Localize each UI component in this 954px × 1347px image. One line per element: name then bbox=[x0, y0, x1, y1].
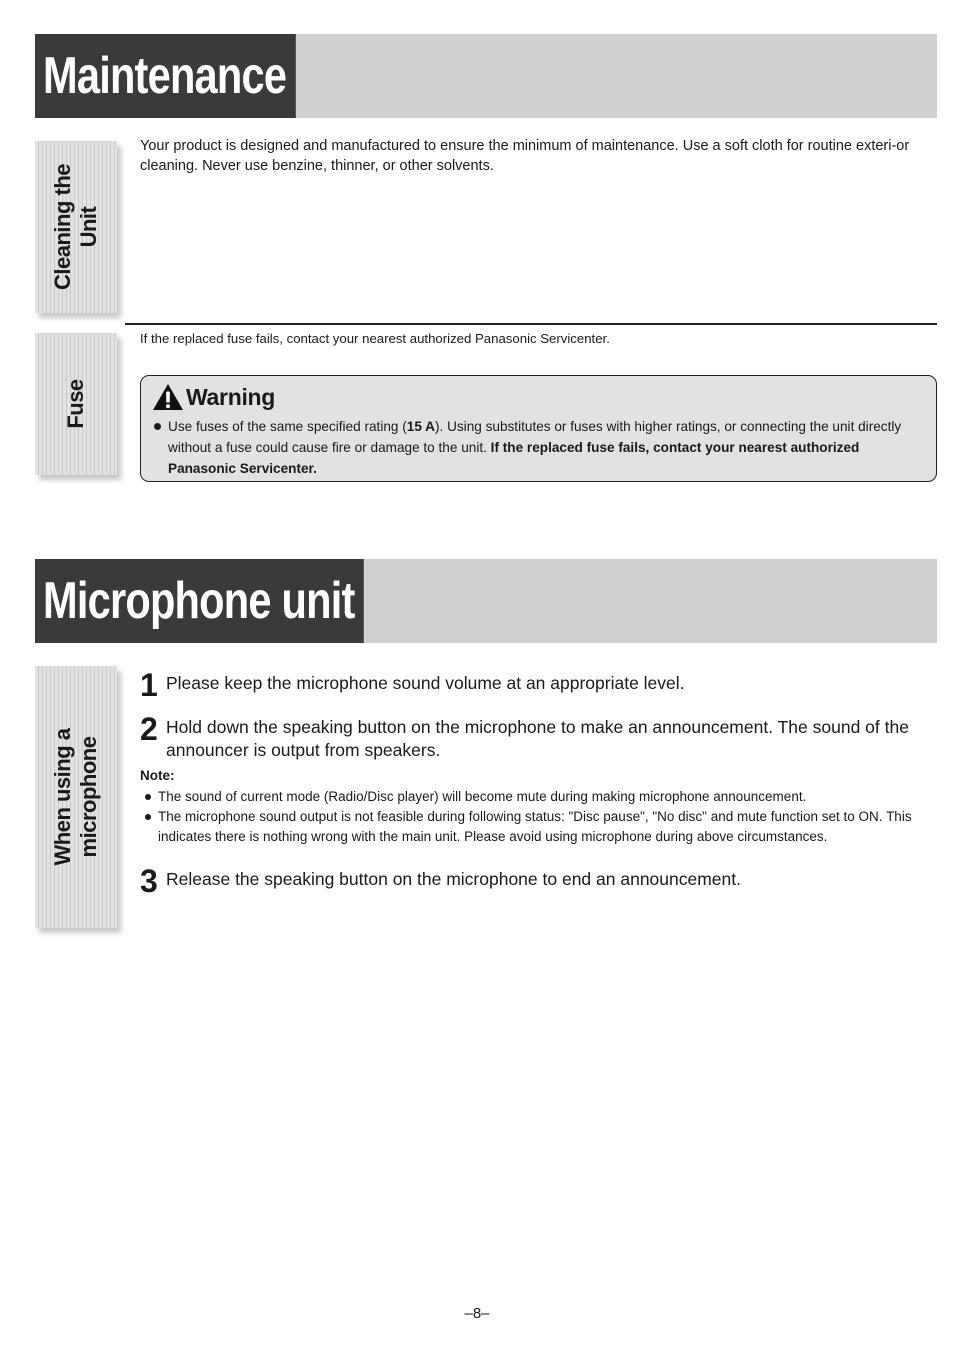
microphone-tab bbox=[35, 666, 117, 928]
note-item-text: The sound of current mode (Radio/Disc player) will become mute during making microphone announcement. bbox=[158, 789, 807, 804]
step-1-number: 1 bbox=[140, 667, 158, 703]
warning-box bbox=[140, 375, 937, 482]
microphone-tab-label: When using a microphone bbox=[50, 728, 101, 866]
step-3-number: 3 bbox=[140, 863, 158, 899]
fuse-rating: 15 A bbox=[406, 419, 435, 434]
cleaning-tab-label: Cleaning the Unit bbox=[50, 164, 101, 291]
bullet-icon bbox=[145, 794, 151, 800]
fuse-tab-label: Fuse bbox=[63, 379, 88, 429]
warning-text-part1: Use fuses of the same specified rating ( bbox=[168, 419, 407, 434]
note-item-text: The microphone sound output is not feasible during following status: "Disc pause", "No disc" and mute function set to ON. This indicates there is nothing wrong with the main unit. Please avoid using microphone during above circumstances. bbox=[158, 809, 912, 844]
cleaning-text: Your product is designed and manufactured to ensure the minimum of maintenance. Use a soft cloth for routine exteri-or cleaning. Never use benzine, thinner, or other solvents. bbox=[140, 138, 910, 174]
step-2 bbox=[140, 713, 936, 762]
maintenance-header bbox=[35, 34, 937, 118]
step-3-text: Release the speaking button on the microphone to end an announcement. bbox=[166, 869, 741, 889]
cleaning-tab bbox=[35, 141, 117, 313]
step-1 bbox=[140, 669, 936, 701]
note-item bbox=[145, 787, 935, 807]
maintenance-title: Maintenance bbox=[35, 34, 296, 118]
note-label: Note: bbox=[140, 768, 175, 783]
section-divider bbox=[125, 323, 937, 325]
fuse-text: If the replaced fuse fails, contact your nearest authorized Panasonic Servicenter. bbox=[140, 331, 610, 346]
microphone-header bbox=[35, 559, 937, 643]
warning-text bbox=[168, 416, 908, 479]
fuse-tab bbox=[35, 333, 117, 475]
step-3 bbox=[140, 865, 936, 897]
note-list bbox=[145, 787, 935, 847]
warning-text-part2: ). Using substitutes or fuses with higher ratings, or connecting the unit directly without a fuse could cause fire or damage to the unit. bbox=[168, 419, 902, 455]
microphone-title: Microphone unit bbox=[35, 559, 364, 643]
page-number: –8– bbox=[464, 1305, 490, 1322]
bullet-icon bbox=[154, 423, 161, 430]
warning-heading bbox=[152, 383, 275, 411]
bullet-icon bbox=[145, 814, 151, 820]
step-2-number: 2 bbox=[140, 711, 158, 747]
warning-title: Warning bbox=[186, 384, 276, 410]
step-2-text: Hold down the speaking button on the microphone to make an announcement. The sound of the announcer is output from speakers. bbox=[166, 717, 909, 760]
note-item bbox=[145, 807, 935, 847]
step-1-text: Please keep the microphone sound volume at an appropriate level. bbox=[166, 673, 685, 693]
warning-triangle-icon bbox=[152, 383, 184, 411]
warning-text-bold: If the replaced fuse fails, contact your nearest authorized Panasonic Servicenter. bbox=[168, 440, 860, 476]
